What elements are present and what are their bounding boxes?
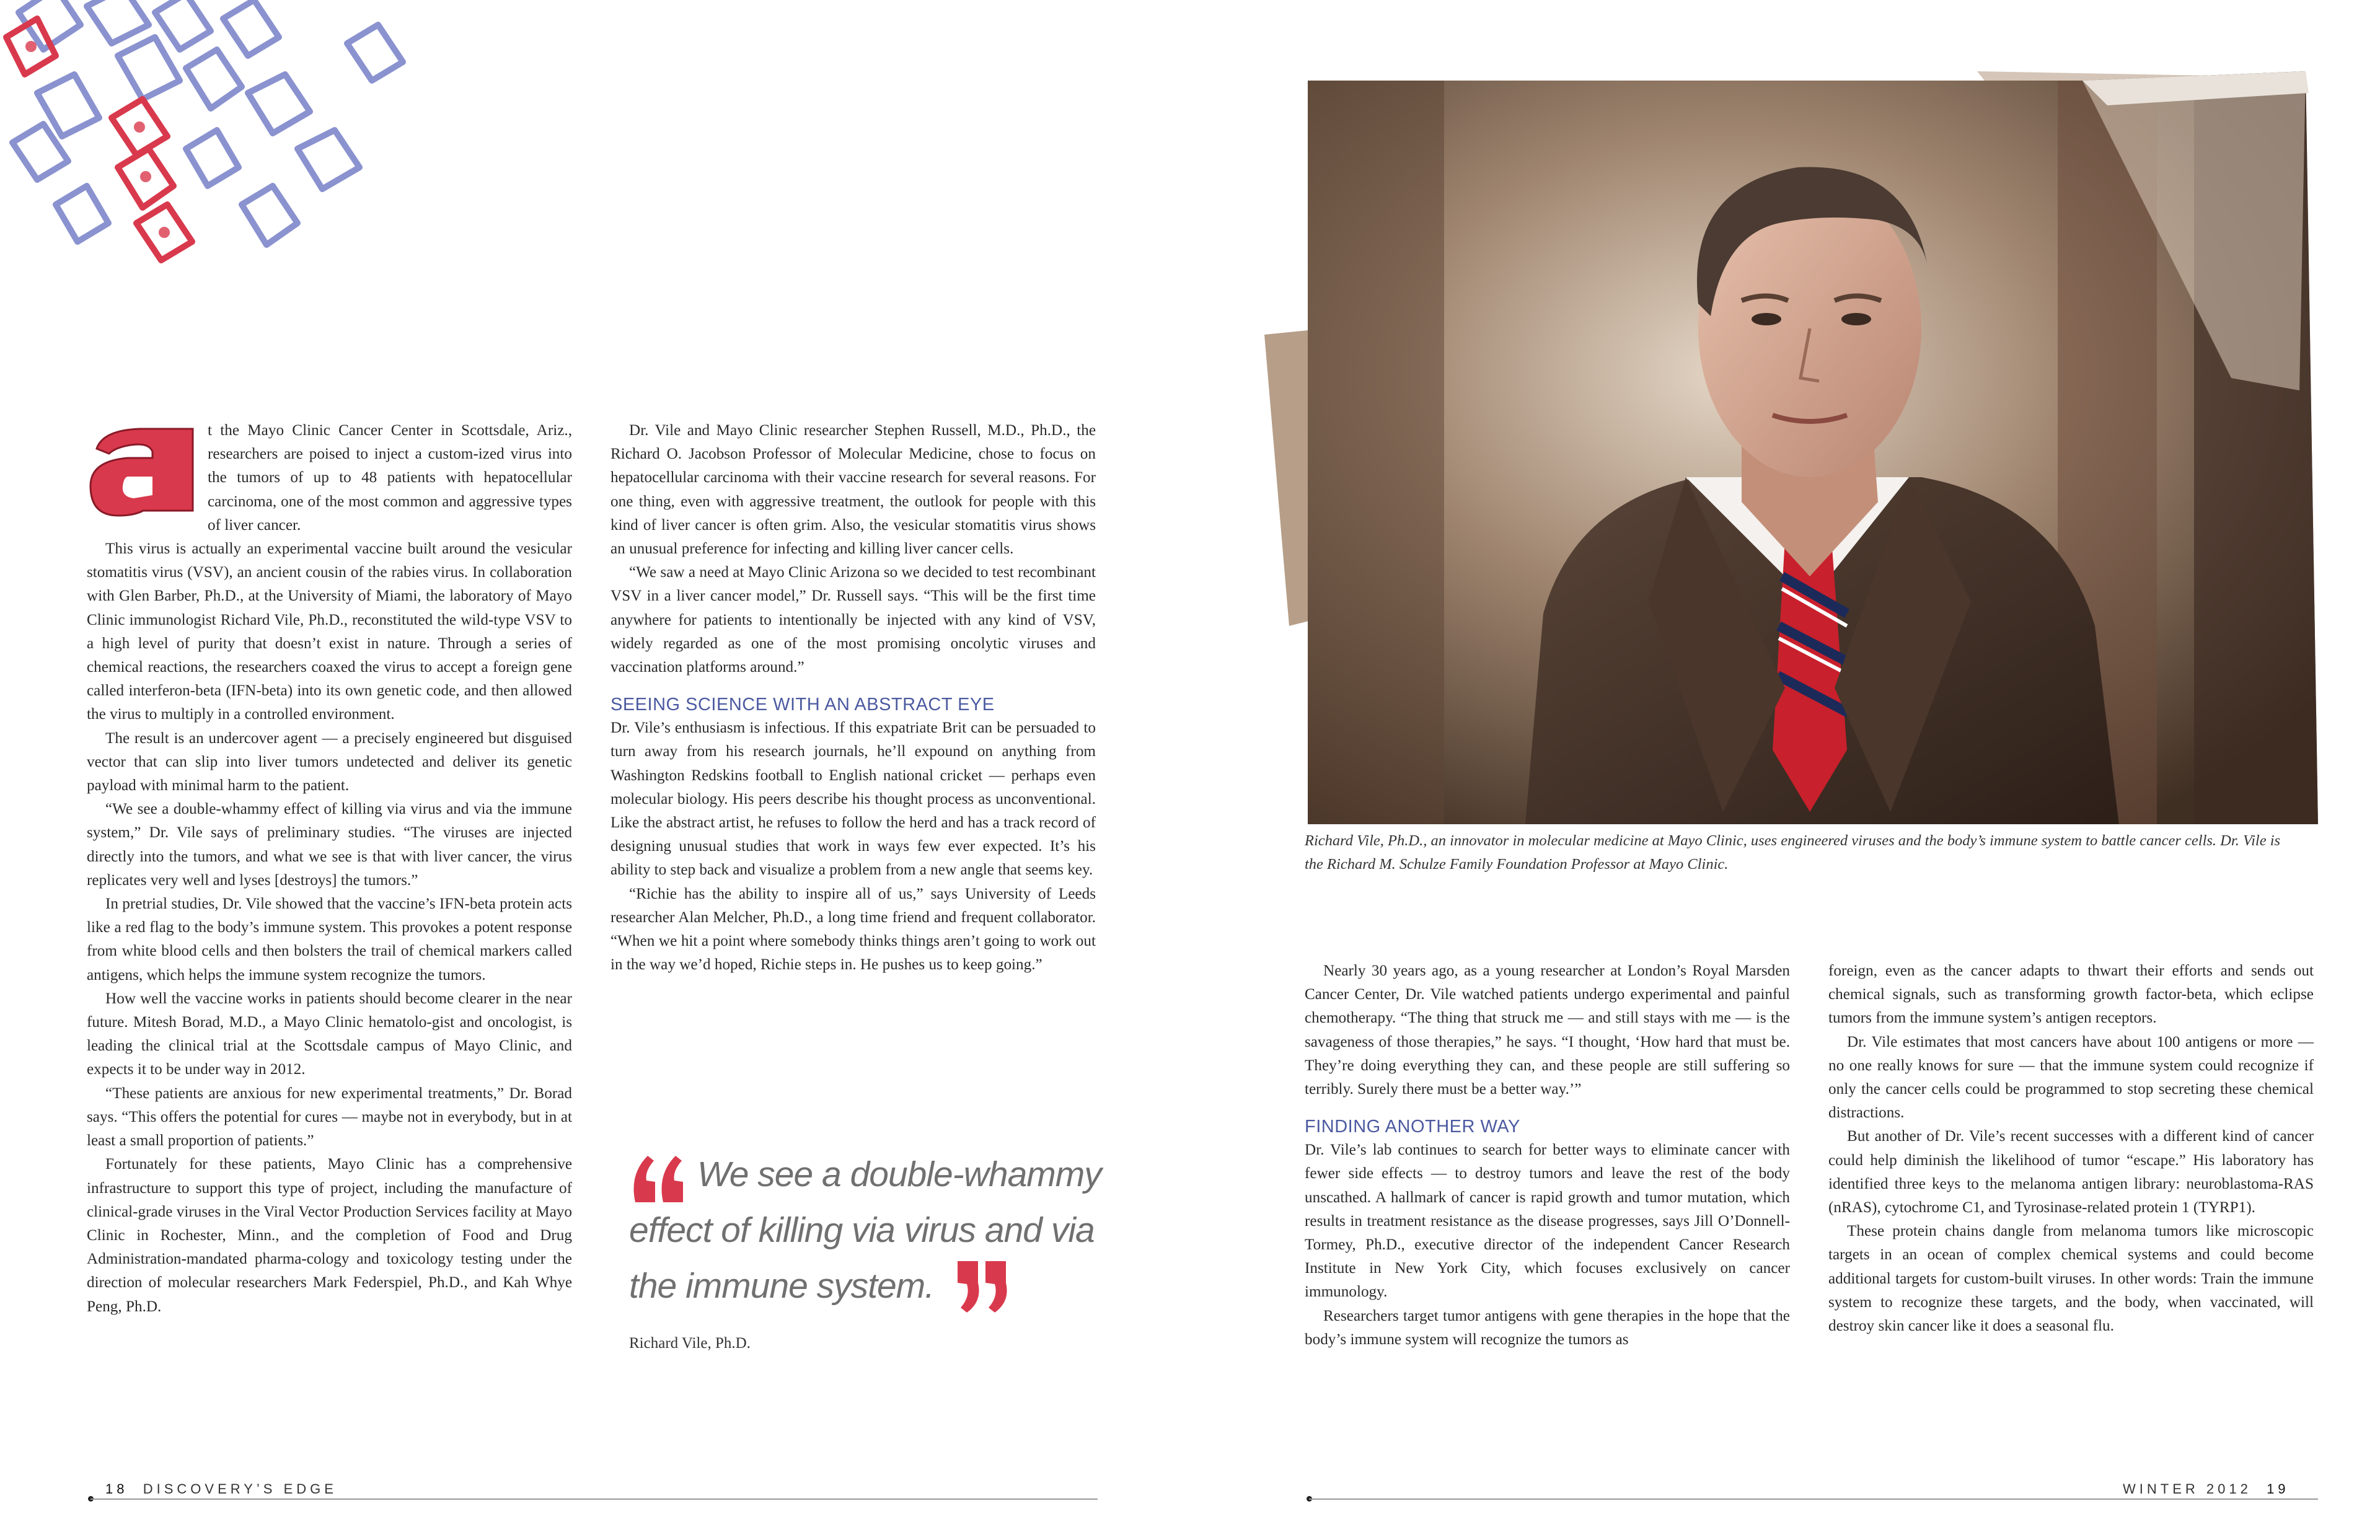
diamond-shape [155,0,211,50]
diamond-shape [223,0,279,56]
paragraph: Dr. Vile’s lab continues to search for better ways to eliminate cancer with fewer side effects — to destroy tumors and leave the rest of the body unscathed. A hallmark of cancer is rapid growth and tumor mutation, which results in treatment resistance as the disease progresses, says Jill O’Donnell-Tormey, Ph.D., executive director of the independent Cancer Research Institute in New York City, which focuses exclusively on cancer immunology. [1305,1142,1790,1301]
close-quote-mark-icon [954,1258,1013,1314]
paragraph: How well the vaccine works in patients should become clearer in the near future. Mitesh Borad, M.D., a Mayo Clinic hematolo-gist and oncologist, is leading the clinical trial at the Scottsdale campus of Mayo Clinic, and expects it to be under way in 2012. [87,990,572,1078]
diamond-dot [140,171,151,182]
page-folio-left [105,1481,337,1497]
diamond-dot [25,41,37,52]
diamond-dot [159,227,170,238]
pull-quote [629,1146,1113,1352]
paragraph: “We see a double-whammy effect of killing via virus and via the immune system,” Dr. Vile says of preliminary studies. “The viruses are injected directly into the tumors, and what we see is that with liver cancer, the virus replicates very well and lyses [destroys] the tumors.” [87,801,572,889]
article-column-4 [1828,959,2314,1338]
paragraph: The result is an undercover agent — a precisely engineered but disguised vector that can slip into liver tumors undetected and deliver its genetic payload with minimal harm to the patient. [87,729,572,794]
background-pillar [1308,68,1444,830]
drop-cap-letter [84,424,199,517]
paragraph: But another of Dr. Vile’s recent successes with a different kind of cancer could help diminish the likelihood of tumor “escape.” His laboratory has identified three keys to the melanoma antigen library: neuroblastoma-RAS (nRAS), cytochrome C1, and Tyrosinase-related protein 1 (TYRP1). [1828,1128,2314,1217]
paragraph: Researchers target tumor antigens with gene therapies in the hope that the body’s immune system will recognize the tumors as [1305,1307,1790,1348]
paragraph: Dr. Vile and Mayo Clinic researcher Stephen Russell, M.D., Ph.D., the Richard O. Jacobson Professor of Molecular Medicine, chose to focus on hepatocellular carcinoma with their vaccine research for several reasons. For one thing, even with aggressive treatment, the outlook for people with this kind of liver cancer is often grim. Also, the vesicular stomatitis virus shows an unusual preference for infecting and killing liver cancer cells. [610,422,1096,558]
pull-quote-attribution: Richard Vile, Ph.D. [629,1335,751,1352]
page-folio-right [2123,1481,2290,1497]
paragraph: Dr. Vile estimates that most cancers have about 100 antigens or more — no one really knows for sure — that the immune system could recognize if only the cancer cells could be programmed to stop secreting these chemical distractions. [1828,1033,2314,1122]
footer-rule [1309,1498,2318,1500]
paragraph: These protein chains dangle from melanoma tumors like microscopic targets in an ocean of complex chemical systems and could become additional targets for custom-built viruses. In other words: Train the immune system to recognize these targets, and the body, when vaccinated, will destroy skin cancer like it does a seasonal flu. [1828,1223,2314,1335]
diamond-dot [134,121,145,133]
page-number: 18 [105,1481,128,1497]
diamond-shape [186,130,239,186]
issue-date: WINTER 2012 [2123,1481,2252,1497]
paragraph: This virus is actually an experimental vaccine built around the vesicular stomatitis virus (VSV), an ancient cousin of the rabies virus. In collaboration with Glen Barber, Ph.D., at the University of Miami, the laboratory of Mayo Clinic immunologist Richard Vile, Ph.D., reconstituted the wild-type VSV to a high level of purity that doesn’t exist in nature. Through a series of chemical reactions, the researchers coaxed the virus to accept a foreign gene called interferon-beta (IFN-beta) into its own genetic code, and then allowed the virus to multiply in a controlled environment. [87,540,572,723]
section-heading: FINDING ANOTHER WAY [1305,1117,1520,1137]
subject-eye [1841,313,1871,325]
open-quote-mark-icon [629,1150,691,1205]
paragraph: “We saw a need at Mayo Clinic Arizona so we decided to test recombinant VSV in a liver cancer model,” Dr. Russell says. “This will be the first time anywhere for patients to intentionally be injected with any kind of VSV, widely regarded as one of the most promising oncolytic viruses and vaccination platforms around.” [610,564,1096,676]
footer-rule [90,1498,1098,1500]
diamond-shape [186,50,242,108]
section-heading: SEEING SCIENCE WITH AN ABSTRACT EYE [610,695,995,715]
diamond-shape [347,25,403,81]
paragraph: foreign, even as the cancer adapts to thwart their efforts and sends out chemical signals, such as transforming growth factor-beta, which eclipse tumors from the immune system’s antigen receptors. [1828,962,2314,1027]
photo-caption: Richard Vile, Ph.D., an innovator in molecular medicine at Mayo Clinic, uses engineered viruses and the body’s immune system to battle cancer cells. Dr. Vile is the Richard M. Schulze Family Foundation Professor at Mayo Clinic. [1305,832,2281,873]
publication-name: DISCOVERY’S EDGE [143,1481,337,1497]
article-column-2 [610,419,1096,977]
paragraph: Fortunately for these patients, Mayo Clinic has a comprehensive infrastructure to support this type of project, including the manufacture of clinical-grade viruses in the Viral Vector Production Services facility at Mayo Clinic in Rochester, Minn., and the completion of Food and Drug Administration-mandated pharma-cology and toxicology testing under the direction of molecular researchers Mark Federspiel, Ph.D., and Kah Whye Peng, Ph.D. [87,1156,572,1315]
photo-frame [1252,68,2318,830]
diamond-shape [248,74,310,133]
paragraph: “These patients are anxious for new experimental treatments,” Dr. Borad says. “This offers the potential for cures — maybe not in everybody, but in at least a small proportion of patients.” [87,1085,572,1150]
paragraph: “Richie has the ability to inspire all of us,” says University of Leeds researcher Alan Melcher, Ph.D., a long time friend and frequent collaborator. “When we hit a point where somebody thinks things aren’t going to work out in the way we’d hoped, Richie steps in. He pushes us to keep going.” [610,885,1096,974]
portrait-photo [1252,68,2318,830]
page-number: 19 [2267,1481,2290,1497]
pull-quote-text: We see a double-whammy effect of killing via virus and via the immune system. [629,1146,1113,1314]
diamond-shape [298,130,359,189]
diamond-shape [56,186,108,242]
diamond-shape [242,186,298,245]
article-column-3 [1305,959,1790,1352]
diamond-shape [118,37,180,99]
diamond-shape [87,0,149,43]
subject-eye [1752,313,1781,325]
paragraph: In pretrial studies, Dr. Vile showed that the vaccine’s IFN-beta protein acts like a red flag to the body’s immune system. This provokes a potent response from white blood cells and then bolsters the trail of chemical markers called antigens, which helps the immune system recognize the tumors. [87,895,572,983]
decorative-diamond-pattern [0,0,421,310]
article-column-1 [87,419,572,1319]
paragraph: t the Mayo Clinic Cancer Center in Scottsdale, Ariz., researchers are poised to inject a custom-ized virus into the tumors of up to 48 patients with hepatocellular carcinoma, one of the most common and aggressive types of liver cancer. [208,422,572,534]
paragraph: Dr. Vile’s enthusiasm is infectious. If this expatriate Brit can be persuaded to turn away from his research journals, he’ll expound on anything from Washington Redskins football to English national cricket — perhaps even molecular biology. His peers describe his thought process as unconventional. Like the abstract artist, he refuses to follow the herd and has a track record of designing unusual studies that work in ways few ever expected. It’s his ability to step back and visualize a problem from a new angle that seems key. [610,719,1096,879]
paragraph: Nearly 30 years ago, as a young researcher at London’s Royal Marsden Cancer Center, Dr. Vile watched patients undergo experimental and painful chemotherapy. “The thing that struck me — and still stays with me — is the savageness of those therapies,” he says. “I thought, ‘How hard that must be. They’re doing everything they can, and these people are still suffering so terribly. Surely there must be a better way.’” [1305,962,1790,1098]
